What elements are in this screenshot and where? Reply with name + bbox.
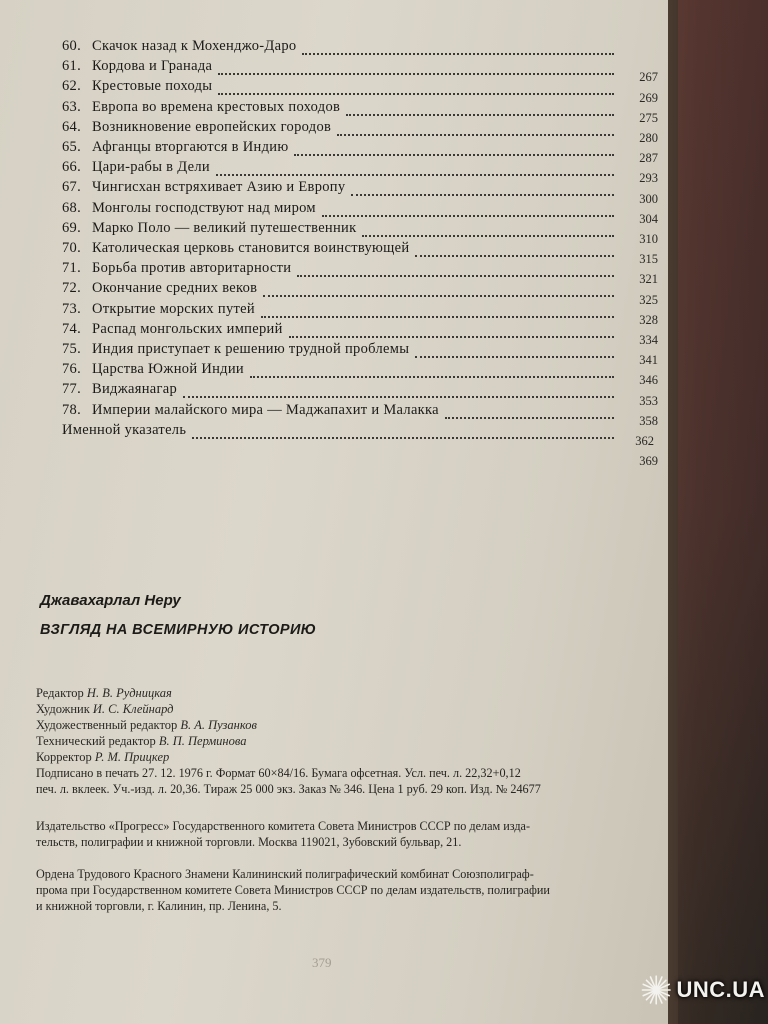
toc-entry-title: Чингисхан встряхивает Азию и Европу: [92, 179, 346, 196]
watermark-text: UNC.UA: [676, 977, 765, 1002]
toc-entry: [62, 402, 439, 422]
toc-entry-number: 65.: [62, 139, 82, 155]
toc-dot-leader: [297, 271, 614, 277]
watermark: [640, 968, 765, 1012]
toc-dot-leader: [263, 291, 614, 297]
toc-entry-number: 70.: [62, 240, 82, 256]
toc-entry-page: 267: [639, 70, 658, 85]
toc-entry-number: 68.: [62, 199, 82, 216]
toc-entry-page: 334: [639, 333, 658, 347]
toc-entry-number: 69.: [62, 219, 82, 236]
toc-entry: [62, 58, 212, 78]
toc-entry-title: Марко Поло — великий путешественник: [92, 219, 357, 236]
toc-entry-page: 304: [639, 211, 658, 226]
toc-entry-page: 325: [639, 292, 658, 307]
toc-dot-leader: [183, 392, 614, 398]
toc-entry-number: 63.: [62, 98, 82, 115]
toc-entry: [62, 321, 283, 341]
toc-entry: [62, 99, 340, 119]
toc-entry-title: Распад монгольских империй: [92, 320, 283, 337]
background-surface: [668, 0, 768, 1024]
book-author: Джавахарлал Неру: [40, 592, 181, 609]
background-cloth: [678, 0, 768, 1024]
credit-editor: Редактор Н. В. Рудницкая: [36, 686, 172, 700]
publisher-line-2: тельств, полиграфии и книжной торговли. Москва 119021, Зубовский бульвар, 21.: [36, 835, 462, 849]
credit-art-editor: Художественный редактор В. А. Пузанков: [36, 718, 257, 732]
toc-entry-number: 77.: [62, 381, 82, 398]
toc-extra-page: 362: [635, 434, 654, 448]
credit-tech-editor: Технический редактор В. П. Перминова: [36, 734, 247, 748]
toc-entry-page: 280: [639, 131, 658, 145]
credit-artist: Художник И. С. Клейнард: [36, 702, 174, 716]
toc-entry-page: 358: [639, 413, 658, 428]
toc-entry-title: Афганцы вторгаются в Индию: [92, 139, 289, 155]
toc-entry-number: 62.: [62, 78, 82, 95]
toc-entry-title: Царства Южной Индии: [92, 361, 244, 378]
publisher-line-1: Издательство «Прогресс» Государственного комитета Совета Министров СССР по делам изда-: [36, 819, 531, 833]
printer-line-1: Ордена Трудового Красного Знамени Калининский полиграфический комбинат Союзполиграф-: [36, 867, 534, 881]
toc-entry-title: Европа во времена крестовых походов: [92, 98, 341, 115]
toc-entry-number: 60.: [62, 38, 82, 54]
toc-entry-number: 64.: [62, 118, 82, 135]
toc-entry: [62, 381, 177, 401]
credits-block: [36, 685, 257, 765]
toc-entry-page: 293: [639, 171, 658, 186]
toc-entry-title: Виджаянагар: [92, 381, 178, 398]
printer-line-2: прома при Государственном комитете Совета Министров СССР по делам издательств, полиграфии: [36, 883, 550, 897]
toc-entry-number: 61.: [62, 58, 82, 75]
toc-dot-leader: [351, 190, 614, 196]
toc-entry-page: 287: [639, 151, 658, 166]
toc-entry-page: 321: [639, 272, 658, 287]
toc-entry-number: 67.: [62, 179, 82, 196]
toc-entry: [62, 220, 356, 240]
toc-entry-title: Индия приступает к решению трудной проблемы: [92, 341, 410, 357]
toc-entry-page: 328: [639, 312, 658, 327]
toc-dot-leader: [261, 312, 614, 318]
toc-entry-number: 66.: [62, 159, 82, 176]
toc-dot-leader: [218, 89, 614, 95]
toc-entry: [62, 139, 288, 159]
toc-dot-leader: [250, 372, 614, 378]
toc-entry: [62, 38, 296, 58]
toc-dot-leader: [346, 110, 614, 116]
toc-dot-leader: [445, 413, 614, 419]
toc-dot-leader: [289, 332, 614, 338]
printer-info: [36, 866, 676, 914]
toc-entry-page: 315: [639, 252, 658, 267]
toc-dot-leader: [302, 49, 614, 55]
toc-entry-page: 346: [639, 373, 658, 388]
toc-entry-number: 73.: [62, 300, 82, 317]
toc-entry: [62, 260, 291, 280]
toc-entry-title: Крестовые походы: [92, 78, 213, 95]
toc-entry: [62, 422, 186, 442]
page-number: 379: [312, 955, 332, 970]
toc-entry-title: Борьба против авторитарности: [92, 260, 292, 277]
toc-dot-leader: [218, 69, 614, 75]
toc-entry-title: Империи малайского мира — Маджапахит и Малакка: [92, 401, 439, 418]
toc-entry: [62, 361, 244, 381]
toc-entry: [62, 119, 331, 139]
publisher-info: [36, 818, 676, 850]
imprint-line-1: Подписано в печать 27. 12. 1976 г. Формат 60×84/16. Бумага офсетная. Усл. печ. л. 22,32+0,12: [36, 766, 521, 780]
toc-entry-number: 76.: [62, 361, 82, 378]
print-imprint: [36, 765, 666, 797]
book-title: ВЗГЛЯД НА ВСЕМИРНУЮ ИСТОРИЮ: [40, 622, 317, 638]
toc-entry-page: 300: [639, 191, 658, 206]
toc-dot-leader: [192, 433, 614, 439]
toc-entry-page: 275: [639, 110, 658, 125]
toc-entry-title: Католическая церковь становится воинствующей: [92, 240, 410, 256]
toc-entry-title: Монголы господствуют над миром: [92, 199, 316, 216]
toc-entry-number: 75.: [62, 341, 82, 357]
toc-entry-title: Цари-рабы в Дели: [92, 159, 210, 176]
toc-entry-title: Кордова и Гранада: [92, 58, 213, 75]
toc-entry-title: Окончание средних веков: [92, 280, 258, 297]
toc-entry-number: 71.: [62, 260, 82, 277]
toc-dot-leader: [415, 251, 614, 257]
toc-entry: [62, 179, 345, 199]
toc-entry-number: 74.: [62, 320, 82, 337]
toc-entry-title: Именной указатель: [62, 421, 187, 438]
toc-entry: [62, 159, 210, 179]
toc-dot-leader: [362, 231, 614, 237]
toc-dot-leader: [294, 150, 614, 156]
toc-entry: [62, 78, 212, 98]
star-burst-icon: [640, 971, 672, 1009]
toc-dot-leader: [216, 170, 614, 176]
toc-entry-page: 269: [639, 90, 658, 105]
table-of-contents: [0, 0, 668, 468]
toc-entry: [62, 341, 409, 361]
credit-proofreader: Корректор Р. М. Прицкер: [36, 750, 170, 764]
toc-dot-leader: [322, 211, 614, 217]
toc-entry-title: Открытие морских путей: [92, 300, 255, 317]
toc-entry: [62, 240, 409, 260]
imprint-line-2: печ. л. вклеек. Уч.-изд. л. 20,36. Тираж 25 000 экз. Заказ № 346. Цена 1 руб. 29 коп. Изд. № 24677: [36, 782, 541, 796]
toc-dot-leader: [337, 130, 614, 136]
toc-entry-title: Скачок назад к Мохенджо-Даро: [92, 38, 297, 54]
toc-dot-leader: [415, 352, 614, 358]
toc-entry: [62, 301, 255, 321]
toc-entry-number: 78.: [62, 401, 82, 418]
toc-entry-number: 72.: [62, 280, 82, 297]
toc-entry: [62, 200, 316, 220]
toc-entry-page: 341: [639, 353, 658, 368]
toc-entry: [62, 280, 257, 300]
toc-extra-page: 369: [639, 454, 658, 468]
printer-line-3: и книжной торговли, г. Калинин, пр. Ленина, 5.: [36, 899, 282, 913]
toc-entry-page: 353: [639, 393, 658, 408]
toc-entry-page: 310: [639, 232, 658, 246]
toc-entry-title: Возникновение европейских городов: [92, 118, 332, 135]
